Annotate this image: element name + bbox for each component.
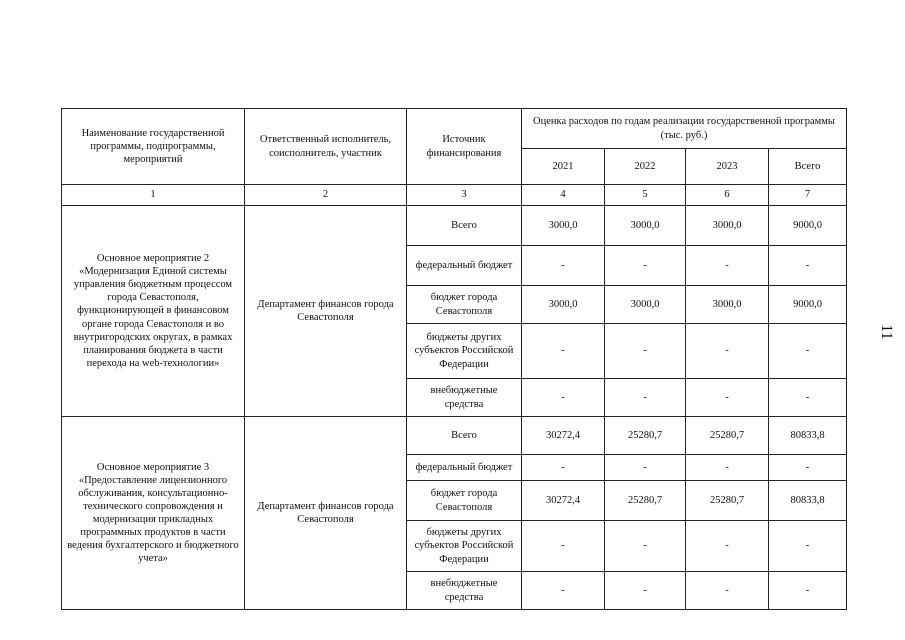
value-cell: -: [522, 572, 605, 610]
funding-source: бюджет города Севастополя: [407, 481, 522, 521]
value-cell: 3000,0: [605, 286, 686, 324]
value-cell: -: [769, 324, 847, 379]
header-responsible: Ответственный исполнитель, соисполнитель, участник: [245, 109, 407, 185]
value-cell: 3000,0: [522, 286, 605, 324]
header-year: 2021: [522, 149, 605, 185]
value-cell: -: [769, 455, 847, 481]
value-cell: 25280,7: [605, 481, 686, 521]
activity-name: Основное мероприятие 3 «Предоставление лицензионного обслуживания, консультационно-технического сопровождения и модернизация прикладных программных продуктов в части ведения бухгалтерского и бюджетного учета»: [62, 417, 245, 610]
value-cell: -: [605, 572, 686, 610]
col-number: 1: [62, 185, 245, 206]
value-cell: -: [605, 246, 686, 286]
header-total: Всего: [769, 149, 847, 185]
header-year: 2023: [686, 149, 769, 185]
activity-name: Основное мероприятие 2 «Модернизация Единой системы управления бюджетным процессом города Севастополя, функционирующей в финансовом органе города Севастополя и во внутригородских округах, в рамках планирования бюджета в части перехода на web-технологии»: [62, 206, 245, 417]
value-cell: 3000,0: [686, 206, 769, 246]
funding-source: бюджеты других субъектов Российской Федерации: [407, 324, 522, 379]
value-cell: -: [686, 324, 769, 379]
col-number: 6: [686, 185, 769, 206]
value-cell: 3000,0: [522, 206, 605, 246]
header-year: 2022: [605, 149, 686, 185]
funding-source: федеральный бюджет: [407, 455, 522, 481]
value-cell: -: [522, 379, 605, 417]
value-cell: -: [686, 379, 769, 417]
col-number: 7: [769, 185, 847, 206]
value-cell: -: [686, 572, 769, 610]
activity-responsible: Департамент финансов города Севастополя: [245, 417, 407, 610]
funding-source: Всего: [407, 417, 522, 455]
value-cell: -: [769, 246, 847, 286]
col-number: 3: [407, 185, 522, 206]
col-number: 5: [605, 185, 686, 206]
table-row: [62, 206, 847, 246]
col-number: 4: [522, 185, 605, 206]
value-cell: -: [769, 379, 847, 417]
value-cell: -: [522, 324, 605, 379]
value-cell: 3000,0: [686, 286, 769, 324]
funding-source: Всего: [407, 206, 522, 246]
funding-source: внебюджетные средства: [407, 379, 522, 417]
value-cell: 9000,0: [769, 206, 847, 246]
value-cell: 25280,7: [686, 481, 769, 521]
value-cell: -: [605, 324, 686, 379]
value-cell: -: [769, 521, 847, 572]
funding-source: федеральный бюджет: [407, 246, 522, 286]
value-cell: -: [522, 455, 605, 481]
value-cell: 30272,4: [522, 481, 605, 521]
value-cell: -: [605, 455, 686, 481]
value-cell: 25280,7: [686, 417, 769, 455]
value-cell: 80833,8: [769, 417, 847, 455]
funding-source: бюджеты других субъектов Российской Федерации: [407, 521, 522, 572]
header-estimate: Оценка расходов по годам реализации государственной программы (тыс. руб.): [522, 109, 847, 149]
value-cell: 80833,8: [769, 481, 847, 521]
value-cell: -: [522, 246, 605, 286]
value-cell: 25280,7: [605, 417, 686, 455]
value-cell: -: [686, 246, 769, 286]
funding-source: бюджет города Севастополя: [407, 286, 522, 324]
value-cell: 3000,0: [605, 206, 686, 246]
value-cell: -: [605, 521, 686, 572]
header-source: Источник финансирования: [407, 109, 522, 185]
value-cell: -: [686, 455, 769, 481]
page-number: 11: [878, 324, 895, 340]
header-name: Наименование государственной программы, подпрограммы, мероприятий: [62, 109, 245, 185]
col-number: 2: [245, 185, 407, 206]
funding-source: внебюджетные средства: [407, 572, 522, 610]
value-cell: 30272,4: [522, 417, 605, 455]
table-row: [62, 417, 847, 455]
column-number-row: [62, 185, 847, 206]
value-cell: -: [605, 379, 686, 417]
value-cell: -: [522, 521, 605, 572]
activity-responsible: Департамент финансов города Севастополя: [245, 206, 407, 417]
value-cell: -: [769, 572, 847, 610]
budget-table: [61, 108, 847, 610]
value-cell: -: [686, 521, 769, 572]
value-cell: 9000,0: [769, 286, 847, 324]
